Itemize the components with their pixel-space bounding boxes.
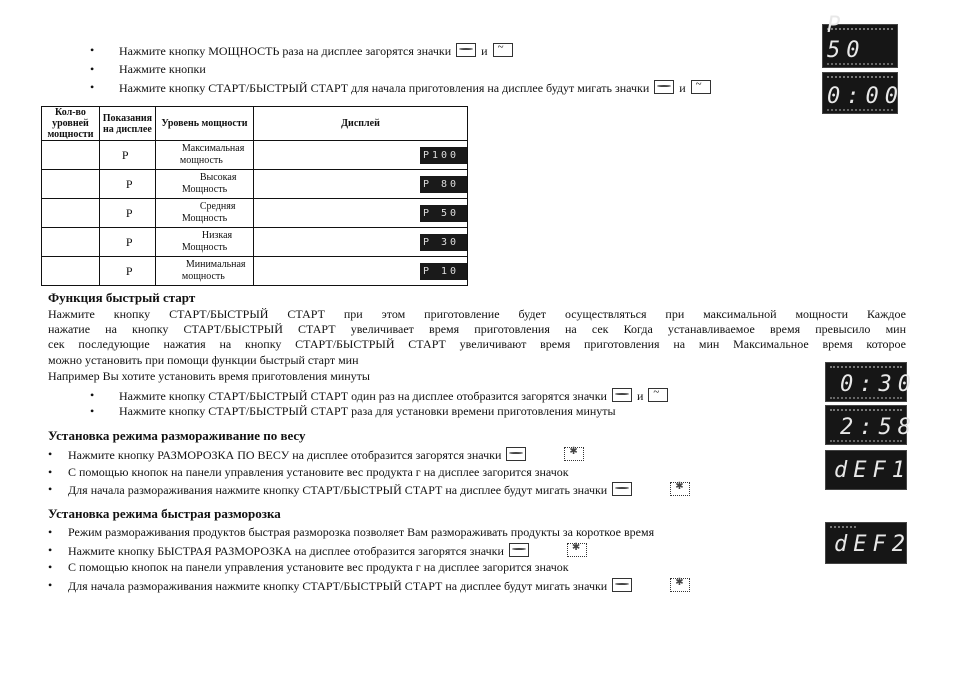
table-cell bbox=[155, 141, 253, 170]
instruction-line bbox=[68, 482, 692, 498]
instruction-text: Режим размораживания продуктов быстрая разморозка позволяет Вам размораживать продукты за короткое время bbox=[68, 525, 655, 539]
table-cell: P bbox=[99, 170, 155, 199]
example-text: Например Вы хотите установить время приготовления минуты bbox=[48, 369, 370, 383]
table-header: Кол-во уровней мощности bbox=[42, 107, 100, 141]
table-cell bbox=[155, 228, 253, 257]
level-text: Мощность bbox=[181, 213, 228, 224]
section-heading-quick-defrost: Установка режима быстрая разморозка bbox=[48, 506, 281, 521]
instruction-text: Нажмите кнопку СТАРТ/БЫСТРЫЙ СТАРТ раза для установки времени приготовления минуты bbox=[119, 404, 616, 418]
defrost-icon bbox=[670, 482, 690, 496]
level-text: Мощность bbox=[181, 242, 228, 253]
microwave-icon bbox=[509, 543, 529, 557]
table-cell bbox=[254, 199, 468, 228]
table-header: Показания на дисплее bbox=[99, 107, 155, 141]
table-cell bbox=[254, 257, 468, 286]
mini-display: P 10 bbox=[420, 263, 467, 280]
instruction-text: Нажмите кнопку СТАРТ/БЫСТРЫЙ СТАРТ один раз на дисплее отобразится загорятся значки bbox=[119, 389, 607, 403]
instruction-text: Нажмите кнопку РАЗМОРОЗКА ПО ВЕСУ на дисплее отобразится загорятся значки bbox=[68, 448, 502, 462]
section-heading-defrost-weight: Установка режима размораживание по весу bbox=[48, 428, 306, 443]
level-text: Минимальная bbox=[185, 259, 246, 270]
table-cell bbox=[42, 228, 100, 257]
level-text: Высокая bbox=[199, 172, 237, 183]
grill-icon bbox=[691, 80, 711, 94]
grill-icon bbox=[493, 43, 513, 57]
mini-display: P 30 bbox=[420, 234, 467, 251]
table-cell bbox=[42, 257, 100, 286]
display-readout: dEF1 bbox=[834, 458, 911, 483]
display-readout: dEF2 bbox=[834, 532, 911, 557]
display-readout: 2:58 bbox=[840, 415, 917, 440]
level-text: Низкая bbox=[201, 230, 233, 241]
defrost-icon bbox=[567, 543, 587, 557]
table-cell bbox=[42, 170, 100, 199]
section-heading-quick-start: Функция быстрый старт bbox=[48, 290, 196, 305]
table-cell: P bbox=[99, 141, 155, 170]
table-header: Дисплей bbox=[254, 107, 468, 141]
bullet-marker: • bbox=[48, 560, 53, 574]
bullet-marker: • bbox=[90, 62, 95, 76]
paragraph-line: нажатие на кнопку СТАРТ/БЫСТРЫЙ СТАРТ увеличивает время приготовления на сек Когда устанавливаемое время превысило мин bbox=[48, 322, 906, 336]
level-text: мощность bbox=[181, 271, 225, 282]
table-cell bbox=[155, 199, 253, 228]
table-cell: P bbox=[99, 257, 155, 286]
table-cell bbox=[155, 257, 253, 286]
table-cell bbox=[155, 170, 253, 199]
mini-display: P 50 bbox=[420, 205, 467, 222]
display-panel bbox=[825, 362, 917, 402]
table-header: Уровень мощности bbox=[155, 107, 253, 141]
table-cell bbox=[42, 141, 100, 170]
instruction-line bbox=[119, 43, 515, 59]
conjunction-text: и bbox=[636, 389, 644, 403]
microwave-icon bbox=[506, 447, 526, 461]
level-text: Максимальная bbox=[181, 143, 245, 154]
table-cell: P bbox=[99, 199, 155, 228]
paragraph-line: можно установить при помощи функции быстрый старт мин bbox=[48, 353, 359, 367]
instruction-text: Нажмите кнопку БЫСТРАЯ РАЗМОРОЗКА на дисплее отобразится загорятся значки bbox=[68, 544, 504, 558]
microwave-icon bbox=[456, 43, 476, 57]
display-panel bbox=[825, 522, 911, 564]
microwave-icon bbox=[612, 388, 632, 402]
power-level-table bbox=[41, 106, 468, 286]
defrost-icon bbox=[670, 578, 690, 592]
table-cell bbox=[254, 228, 468, 257]
bullet-marker: • bbox=[90, 80, 95, 94]
table-cell bbox=[42, 199, 100, 228]
paragraph-line: сек последующие нажатия на кнопку СТАРТ/БЫСТРЫЙ СТАРТ увеличивают время приготовления на мин Максимальное время которое bbox=[48, 337, 906, 351]
instruction-text: Нажмите кнопку СТАРТ/БЫСТРЫЙ СТАРТ для начала приготовления на дисплее будут мигать значки bbox=[119, 81, 650, 95]
level-text: Мощность bbox=[181, 184, 228, 195]
instruction-text: С помощью кнопок на панели управления установите вес продукта г на дисплее загорится значок bbox=[68, 465, 569, 479]
display-panel bbox=[825, 405, 917, 445]
bullet-marker: • bbox=[48, 578, 53, 592]
level-text: мощность bbox=[179, 155, 223, 166]
paragraph-line: Нажмите кнопку СТАРТ/БЫСТРЫЙ СТАРТ при этом приготовление будет осуществляться при максимальной мощности Каждое bbox=[48, 307, 906, 321]
instruction-line bbox=[68, 543, 589, 559]
instruction-line bbox=[68, 578, 692, 594]
table-row bbox=[42, 170, 468, 199]
table-row bbox=[42, 141, 468, 170]
instruction-line bbox=[68, 447, 586, 463]
instruction-line bbox=[119, 388, 670, 404]
microwave-icon bbox=[612, 578, 632, 592]
instruction-text: Нажмите кнопки bbox=[119, 62, 206, 76]
bullet-marker: • bbox=[48, 465, 53, 479]
table-row bbox=[42, 199, 468, 228]
display-panel bbox=[822, 13, 898, 68]
bullet-marker: • bbox=[90, 43, 95, 57]
conjunction-text: и bbox=[679, 81, 686, 95]
bullet-marker: • bbox=[48, 447, 53, 461]
display-panel bbox=[825, 450, 911, 490]
display-readout: 0:30 bbox=[840, 372, 917, 397]
level-text: Средняя bbox=[199, 201, 236, 212]
table-cell bbox=[254, 170, 468, 199]
table-cell bbox=[254, 141, 468, 170]
table-cell: P bbox=[99, 228, 155, 257]
bullet-marker: • bbox=[48, 525, 53, 539]
table-row bbox=[42, 257, 468, 286]
instruction-text: Для начала размораживания нажмите кнопку СТАРТ/БЫСТРЫЙ СТАРТ на дисплее будут мигать значки bbox=[68, 483, 608, 497]
conjunction-text: и bbox=[481, 44, 488, 58]
microwave-icon bbox=[654, 80, 674, 94]
bullet-marker: • bbox=[90, 404, 95, 418]
instruction-text: С помощью кнопок на панели управления установите вес продукта г на дисплее загорится значок bbox=[68, 560, 569, 574]
bullet-marker: • bbox=[48, 543, 53, 557]
instruction-text: Для начала размораживания нажмите кнопку СТАРТ/БЫСТРЫЙ СТАРТ на дисплее будут мигать значки bbox=[68, 579, 608, 593]
table-header-row bbox=[42, 107, 468, 141]
bullet-marker: • bbox=[90, 388, 95, 402]
grill-icon bbox=[648, 388, 668, 402]
bullet-marker: • bbox=[48, 482, 53, 496]
mini-display: P100 bbox=[420, 147, 467, 164]
microwave-icon bbox=[612, 482, 632, 496]
display-readout: 0:00 bbox=[827, 84, 904, 109]
defrost-icon bbox=[564, 447, 584, 461]
table-row bbox=[42, 228, 468, 257]
instruction-line bbox=[119, 80, 713, 96]
display-readout: P 50 bbox=[827, 13, 866, 63]
mini-display: P 80 bbox=[420, 176, 467, 193]
instruction-text: Нажмите кнопку МОЩНОСТЬ раза на дисплее загорятся значки bbox=[119, 44, 452, 58]
display-panel bbox=[822, 72, 904, 114]
